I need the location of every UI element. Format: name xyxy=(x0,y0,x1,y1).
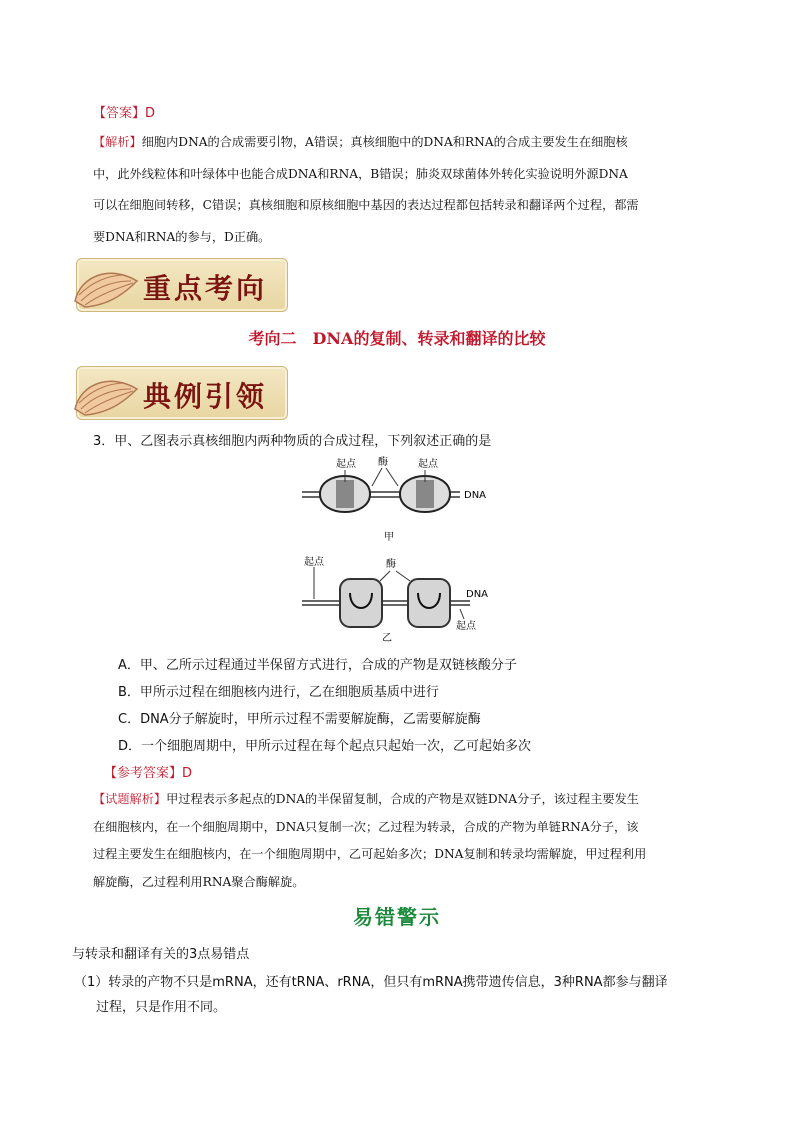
start-label: 起点 xyxy=(456,621,476,632)
warning-intro: 与转录和翻译有关的3点易错点 xyxy=(72,947,250,962)
warning-item-1 xyxy=(74,970,734,1020)
dna-label: DNA xyxy=(464,490,487,501)
explanation-label: 【试题解析】 xyxy=(93,792,167,806)
pointer-line xyxy=(372,468,382,486)
figure-caption: 乙 xyxy=(382,633,392,644)
warning-title: 易错警示 xyxy=(353,905,441,929)
start-label: 起点 xyxy=(336,459,356,470)
warning-item-line: 过程，只是作用不同。 xyxy=(96,1000,227,1015)
section-title: 考向二 DNA的复制、转录和翻译的比较 xyxy=(248,329,546,348)
enzyme-label: 酶 xyxy=(386,559,396,570)
pointer-line xyxy=(460,609,464,619)
start-label: 起点 xyxy=(418,459,438,470)
figure-caption: 甲 xyxy=(384,532,394,543)
option-c: C．DNA分子解旋时，甲所示过程不需要解旋酶，乙需要解旋酶 xyxy=(118,712,481,727)
option-b: B．甲所示过程在细胞核内进行，乙在细胞质基质中进行 xyxy=(118,685,439,700)
answer-line xyxy=(93,102,155,121)
helicase-shape xyxy=(336,480,354,508)
explanation-block xyxy=(93,786,723,896)
answer-label: 【答案】 xyxy=(93,106,146,121)
start-label: 起点 xyxy=(304,557,324,568)
banner-text: 典例引领 xyxy=(143,380,268,413)
analysis-label: 【解析】 xyxy=(93,135,142,149)
question-text: 3．甲、乙图表示真核细胞内两种物质的合成过程，下列叙述正确的是 xyxy=(93,434,492,449)
reference-answer-label: 【参考答案】 xyxy=(104,766,183,781)
pointer-line xyxy=(380,571,390,581)
warning-item-line: （1）转录的产物不只是mRNA，还有tRNA、rRNA，但只有mRNA携带遗传信息，3种RNA都参与翻译 xyxy=(74,975,668,990)
analysis-line: 可以在细胞间转移，C错误；真核细胞和原核细胞中基因的表达过程都包括转录和翻译两个过程，都需 xyxy=(93,198,639,212)
analysis-block xyxy=(93,127,720,253)
option-a: A．甲、乙所示过程通过半保留方式进行，合成的产物是双链核酸分子 xyxy=(118,658,517,673)
banner-text: 重点考向 xyxy=(143,272,268,305)
figure-yi xyxy=(300,553,500,645)
analysis-line: 细胞内DNA的合成需要引物，A错误；真核细胞中的DNA和RNA的合成主要发生在细胞核 xyxy=(141,135,628,149)
helicase-shape xyxy=(416,480,434,508)
pointer-line xyxy=(386,468,398,486)
dna-label: DNA xyxy=(466,589,489,600)
reference-answer xyxy=(104,762,192,781)
explanation-line: 解旋酶，乙过程利用RNA聚合酶解旋。 xyxy=(93,874,305,889)
key-topic-banner xyxy=(76,258,288,312)
rna-polymerase-shape xyxy=(340,579,382,627)
reference-answer-value: D xyxy=(182,766,193,781)
explanation-line: 甲过程表示多起点的DNA的半保留复制，合成的产物是双链DNA分子，该过程主要发生 xyxy=(166,792,639,806)
seashell-icon xyxy=(71,369,143,421)
explanation-line: 过程主要发生在细胞核内，在一个细胞周期中，乙可起始多次；DNA复制和转录均需解旋，甲过程利用 xyxy=(93,847,647,861)
pointer-line xyxy=(396,571,410,581)
analysis-line: 要DNA和RNA的参与，D正确。 xyxy=(93,229,271,244)
example-banner xyxy=(76,366,288,420)
analysis-line: 中，此外线粒体和叶绿体中也能合成DNA和RNA，B错误；肺炎双球菌体外转化实验说明外源DNA xyxy=(93,166,628,181)
seashell-icon xyxy=(71,261,143,313)
figure-jia xyxy=(300,456,500,546)
option-d: D．一个细胞周期中，甲所示过程在每个起点只起始一次，乙可起始多次 xyxy=(118,739,532,754)
explanation-line: 在细胞核内，在一个细胞周期中，DNA只复制一次；乙过程为转录，合成的产物为单链RNA分子，该 xyxy=(93,819,639,834)
enzyme-label: 酶 xyxy=(378,457,388,468)
rna-polymerase-shape xyxy=(408,579,450,627)
answer-value: D xyxy=(145,106,156,121)
